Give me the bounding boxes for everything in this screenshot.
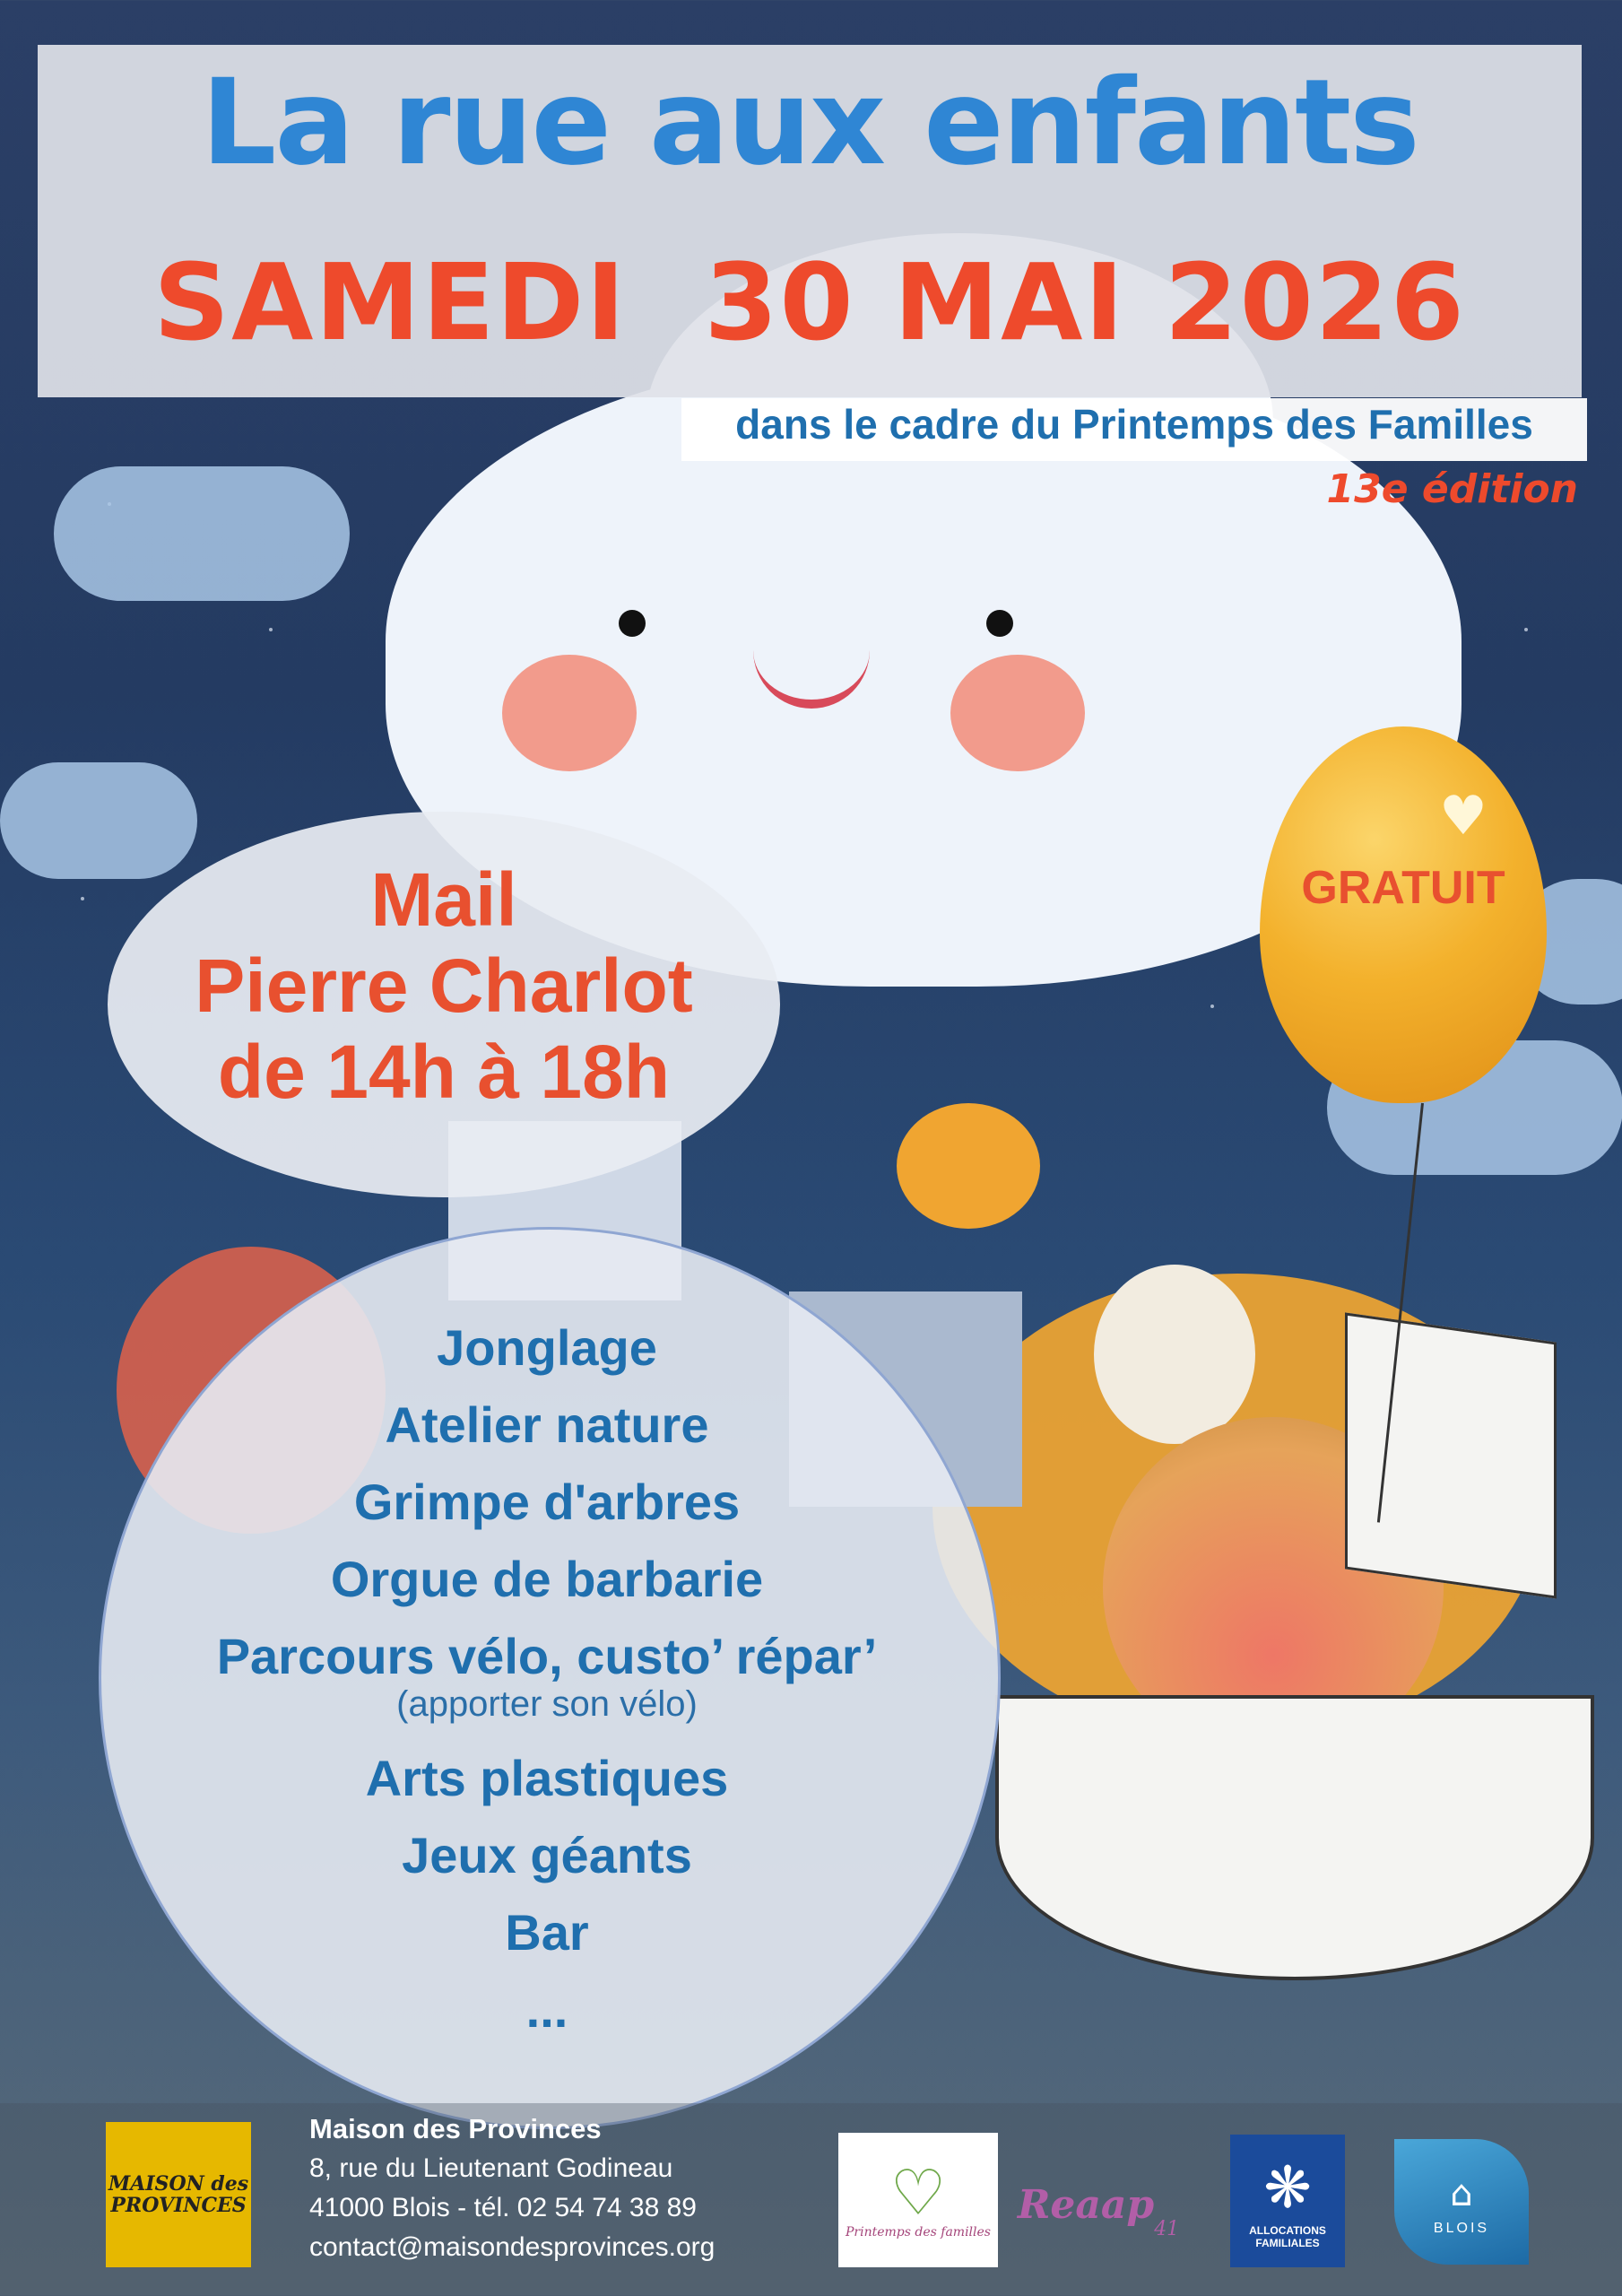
- caf-people-icon: ❋: [1263, 2155, 1312, 2222]
- reaap-logo-text: Reaap: [1017, 2181, 1155, 2228]
- free-badge: GRATUIT: [1301, 862, 1505, 914]
- event-title: La rue aux enfants: [201, 54, 1418, 192]
- cloud-face: [484, 592, 1112, 771]
- printemps-des-familles-logo: [838, 2133, 998, 2267]
- organizer-email: contact@maisondesprovinces.org: [309, 2232, 716, 2262]
- organizer-address-1: 8, rue du Lieutenant Godineau: [309, 2153, 673, 2183]
- organizer-contact: [309, 2109, 811, 2267]
- activity-item: Jonglage: [437, 1319, 657, 1376]
- heart-icon: ♥: [1439, 785, 1488, 848]
- location-line-2: Pierre Charlot: [195, 944, 693, 1028]
- edition-label: 13e édition: [1326, 466, 1578, 512]
- location-info: [108, 857, 780, 1115]
- activities-list: [99, 1309, 995, 2048]
- girl-illustration: [1094, 1265, 1255, 1444]
- activity-item: Arts plastiques: [365, 1750, 729, 1806]
- activity-item: ...: [525, 1981, 568, 2038]
- reaap-logo-number: 41: [1154, 2218, 1180, 2240]
- activity-item: Grimpe d'arbres: [353, 1474, 741, 1530]
- location-line-1: Mail: [370, 857, 517, 942]
- activity-note: (apporter son vélo): [396, 1684, 698, 1724]
- blois-logo-text: BLOIS: [1433, 2221, 1490, 2236]
- organizer-name: Maison des Provinces: [309, 2113, 602, 2144]
- location-time: de 14h à 18h: [217, 1030, 671, 1114]
- caf-logo: [1230, 2135, 1345, 2267]
- caf-logo-text: ALLOCATIONS FAMILIALES: [1249, 2224, 1326, 2249]
- activity-item: Atelier nature: [385, 1396, 709, 1453]
- printemps-logo-text: Printemps des familles: [846, 2225, 991, 2239]
- logo-text: MAISON des PROVINCES: [108, 2172, 249, 2217]
- activity-item: Parcours vélo, custo’ répar’: [216, 1628, 878, 1684]
- hopscotch-illustration: [995, 1695, 1594, 1980]
- blois-logo: [1394, 2139, 1529, 2265]
- reaap-logo: [1017, 2169, 1180, 2240]
- activity-item: Orgue de barbarie: [330, 1551, 764, 1607]
- organizer-address-2: 41000 Blois - tél. 02 54 74 38 89: [309, 2193, 697, 2222]
- event-subtitle: dans le cadre du Printemps des Familles: [735, 401, 1533, 448]
- heart-icon: ♡: [889, 2156, 947, 2230]
- activity-item: Bar: [505, 1904, 589, 1961]
- blois-castle-icon: ⌂: [1450, 2173, 1473, 2214]
- maison-des-provinces-logo: [106, 2122, 251, 2267]
- event-date: SAMEDI 30 MAI 2026: [153, 240, 1466, 364]
- activity-item: Jeux géants: [402, 1827, 692, 1883]
